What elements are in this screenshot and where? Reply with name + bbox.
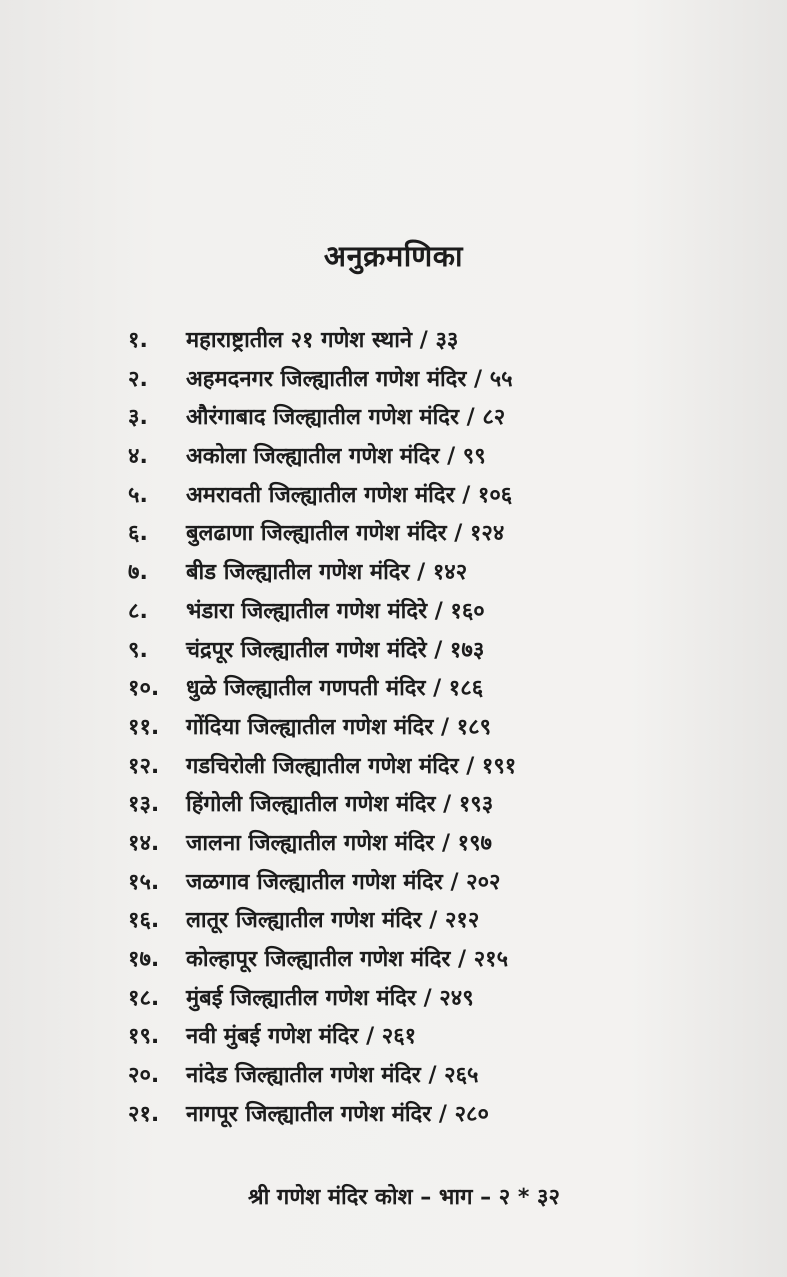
table-of-contents [128, 322, 728, 1134]
toc-entry-number: २. [128, 366, 148, 392]
toc-entry-number: १. [128, 328, 148, 353]
toc-entry-title: कोल्हापूर जिल्ह्यातील गणेश मंदिर / २१५ [186, 947, 509, 972]
toc-entry-title: अहमदनगर जिल्ह्यातील गणेश मंदिर / ५५ [186, 366, 513, 392]
toc-entry-title: गडचिरोली जिल्ह्यातील गणेश मंदिर / १९१ [186, 753, 517, 779]
toc-entry-number: १२. [128, 753, 160, 779]
toc-entry-number: ११. [128, 714, 160, 740]
toc-entry-number: ३. [128, 405, 148, 431]
toc-entry-title: नवी मुंबई गणेश मंदिर / २६१ [186, 1024, 417, 1050]
toc-entry-title: बीड जिल्ह्यातील गणेश मंदिर / १४२ [186, 560, 468, 586]
toc-entry-title: जळगाव जिल्ह्यातील गणेश मंदिर / २०२ [186, 869, 501, 895]
toc-entry [128, 477, 728, 516]
page-title: अनुक्रमणिका [323, 239, 464, 273]
toc-entry-number: १५. [128, 869, 160, 895]
toc-entry-title: मुंबई जिल्ह्यातील गणेश मंदिर / २४९ [186, 985, 474, 1011]
toc-entry [128, 1018, 728, 1057]
toc-entry-title: औरंगाबाद जिल्ह्यातील गणेश मंदिर / ८२ [186, 405, 506, 431]
toc-entry-number: २१. [128, 1101, 160, 1127]
page-footer: श्री गणेश मंदिर कोश – भाग – २ * ३२ [248, 1185, 560, 1210]
toc-entry [128, 1096, 728, 1135]
toc-entry-title: भंडारा जिल्ह्यातील गणेश मंदिरे / १६० [186, 598, 485, 624]
toc-entry-number: १९. [128, 1024, 160, 1050]
toc-entry-number: १८. [128, 985, 160, 1011]
toc-entry [128, 361, 728, 400]
toc-entry-title: नांदेड जिल्ह्यातील गणेश मंदिर / २६५ [186, 1063, 479, 1089]
toc-entry-title: महाराष्ट्रातील २१ गणेश स्थाने / ३३ [186, 328, 459, 353]
toc-entry [128, 980, 728, 1019]
toc-entry [128, 399, 728, 438]
toc-entry-title: लातूर जिल्ह्यातील गणेश मंदिर / २१२ [186, 908, 480, 934]
toc-entry-title: हिंगोली जिल्ह्यातील गणेश मंदिर / १९३ [186, 792, 494, 818]
toc-entry-title: नागपूर जिल्ह्यातील गणेश मंदिर / २८० [186, 1101, 489, 1127]
toc-entry-title: अकोला जिल्ह्यातील गणेश मंदिर / ९९ [186, 444, 486, 470]
toc-entry [128, 864, 728, 903]
toc-entry-title: जालना जिल्ह्यातील गणेश मंदिर / १९७ [186, 830, 492, 856]
toc-entry-title: गोंदिया जिल्ह्यातील गणेश मंदिर / १८९ [186, 714, 492, 740]
toc-entry [128, 902, 728, 941]
toc-entry-number: ४. [128, 444, 148, 470]
toc-entry [128, 1057, 728, 1096]
toc-entry-title: अमरावती जिल्ह्यातील गणेश मंदिर / १०६ [186, 482, 513, 508]
toc-entry [128, 322, 728, 361]
toc-entry [128, 709, 728, 748]
toc-entry [128, 515, 728, 554]
toc-entry [128, 941, 728, 980]
toc-entry-number: ७. [128, 560, 148, 586]
toc-entry [128, 554, 728, 593]
toc-entry-number: १०. [128, 676, 160, 702]
toc-entry-number: ६. [128, 521, 148, 547]
toc-entry-number: ९. [128, 637, 148, 663]
toc-entry-number: ५. [128, 482, 148, 508]
toc-entry [128, 748, 728, 787]
toc-entry-number: १६. [128, 908, 160, 934]
toc-entry [128, 438, 728, 477]
toc-entry-title: बुलढाणा जिल्ह्यातील गणेश मंदिर / १२४ [186, 521, 505, 547]
toc-entry-number: १७. [128, 947, 160, 972]
toc-entry-title: धुळे जिल्ह्यातील गणपती मंदिर / १८६ [186, 676, 484, 702]
toc-entry [128, 786, 728, 825]
toc-entry [128, 593, 728, 632]
toc-entry [128, 670, 728, 709]
toc-entry-number: १४. [128, 830, 160, 856]
toc-entry [128, 632, 728, 671]
toc-entry-number: १३. [128, 792, 160, 818]
toc-entry-title: चंद्रपूर जिल्ह्यातील गणेश मंदिरे / १७३ [186, 637, 485, 663]
toc-entry-number: ८. [128, 598, 148, 624]
toc-entry-number: २०. [128, 1063, 160, 1089]
toc-entry [128, 825, 728, 864]
